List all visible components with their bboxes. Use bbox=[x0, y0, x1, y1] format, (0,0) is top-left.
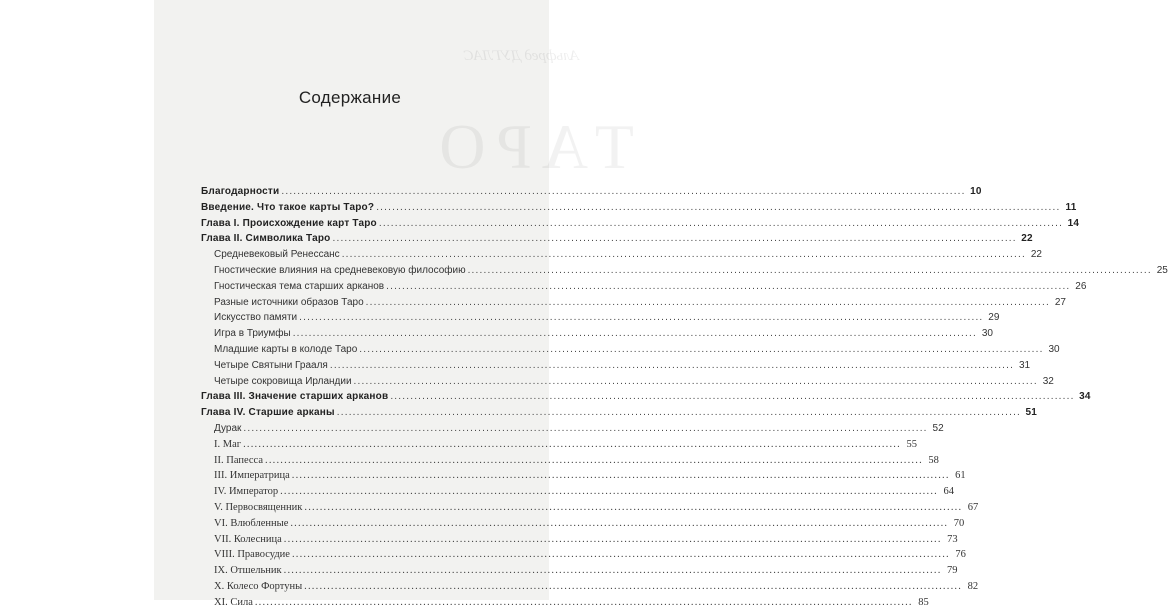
toc-chapter-entry bbox=[201, 391, 1091, 407]
toc-entry-title: Разные источники образов Таро bbox=[214, 296, 364, 308]
page-title: Содержание bbox=[298, 88, 402, 107]
show-through-title: ТАРО bbox=[429, 111, 634, 182]
toc-chapter-entry bbox=[201, 201, 1077, 218]
toc-section-entry bbox=[201, 249, 1042, 265]
toc-section-entry bbox=[201, 517, 965, 534]
toc-page-number: 82 bbox=[967, 580, 979, 592]
toc-entry-title: II. Папесса bbox=[214, 454, 263, 466]
toc-dot-leader bbox=[342, 249, 1026, 260]
toc-dot-leader bbox=[468, 265, 1152, 276]
toc-section-entry bbox=[201, 486, 954, 502]
toc-section-entry bbox=[201, 470, 966, 486]
toc-page-number: 29 bbox=[988, 312, 1000, 324]
toc-page-number: 22 bbox=[1030, 249, 1042, 261]
toc-section-entry bbox=[201, 312, 1000, 328]
toc-entry-title: Глава III. Значение старших арканов bbox=[201, 391, 389, 403]
toc-dot-leader bbox=[299, 312, 983, 323]
toc-page-number: 67 bbox=[967, 501, 979, 513]
toc-section-entry bbox=[201, 501, 979, 518]
toc-dot-leader bbox=[354, 376, 1038, 387]
table-of-contents bbox=[201, 186, 1168, 613]
toc-section-entry bbox=[201, 438, 917, 455]
toc-dot-leader bbox=[337, 407, 1021, 418]
toc-entry-title: Игра в Триумфы bbox=[214, 328, 291, 340]
toc-page-number: 52 bbox=[932, 422, 944, 434]
toc-dot-leader bbox=[293, 328, 977, 339]
toc-page-number: 64 bbox=[943, 486, 954, 498]
toc-page-number: 11 bbox=[1065, 201, 1077, 213]
toc-page-number: 61 bbox=[955, 470, 966, 482]
toc-section-entry bbox=[201, 359, 1031, 376]
toc-section-entry bbox=[201, 375, 1054, 392]
toc-section-entry bbox=[201, 264, 1168, 281]
toc-section-entry bbox=[201, 422, 944, 439]
toc-entry-title: VIII. Правосудие bbox=[214, 549, 290, 561]
toc-entry-title: Гностические влияния на средневековую философию bbox=[214, 264, 466, 276]
toc-dot-leader bbox=[390, 391, 1074, 402]
toc-chapter-entry bbox=[201, 233, 1033, 249]
toc-entry-title: Благодарности bbox=[201, 186, 280, 197]
toc-section-entry bbox=[201, 280, 1087, 297]
toc-page-number: 26 bbox=[1075, 280, 1087, 292]
toc-section-entry bbox=[201, 596, 929, 613]
toc-dot-leader bbox=[284, 565, 942, 576]
toc-entry-title: IX. Отшельник bbox=[214, 565, 282, 577]
toc-page-number: 30 bbox=[1048, 343, 1060, 355]
toc-dot-leader bbox=[376, 202, 1060, 213]
toc-dot-leader bbox=[243, 439, 901, 450]
toc-page-number: 55 bbox=[906, 438, 917, 450]
toc-entry-title: I. Маг bbox=[214, 438, 242, 450]
toc-dot-leader bbox=[330, 360, 1014, 371]
toc-chapter-entry bbox=[201, 407, 1038, 423]
toc-page-number: 22 bbox=[1021, 233, 1033, 245]
toc-dot-leader bbox=[379, 218, 1063, 229]
toc-page-number: 76 bbox=[955, 549, 966, 561]
toc-entry-title: VI. Влюбленные bbox=[214, 517, 289, 529]
toc-dot-leader bbox=[359, 344, 1043, 355]
toc-dot-leader bbox=[366, 297, 1050, 308]
toc-entry-title: Глава II. Символика Таро bbox=[201, 233, 331, 245]
toc-entry-title: Введение. Что такое карты Таро? bbox=[201, 201, 375, 213]
toc-entry-title: IV. Император bbox=[214, 486, 279, 498]
toc-dot-leader bbox=[290, 518, 948, 529]
toc-page-number: 32 bbox=[1042, 375, 1054, 387]
toc-page-number: 51 bbox=[1025, 407, 1038, 419]
toc-dot-leader bbox=[281, 186, 965, 197]
toc-dot-leader bbox=[243, 423, 927, 434]
toc-section-entry bbox=[201, 343, 1060, 360]
toc-dot-leader bbox=[255, 597, 913, 608]
toc-section-entry bbox=[201, 328, 993, 344]
toc-section-entry bbox=[201, 565, 958, 581]
toc-page-number: 85 bbox=[918, 596, 929, 608]
toc-dot-leader bbox=[304, 581, 962, 592]
toc-dot-leader bbox=[284, 534, 942, 545]
toc-entry-title: Средневековый Ренессанс bbox=[214, 249, 340, 261]
toc-entry-title: X. Колесо Фортуны bbox=[214, 580, 303, 592]
toc-dot-leader bbox=[292, 470, 950, 481]
toc-entry-title: Четыре сокровища Ирландии bbox=[214, 375, 352, 387]
toc-page-number: 25 bbox=[1156, 264, 1168, 276]
toc-page-number: 31 bbox=[1019, 359, 1031, 371]
toc-entry-title: Глава I. Происхождение карт Таро bbox=[201, 217, 377, 229]
toc-dot-leader bbox=[280, 486, 938, 497]
toc-dot-leader bbox=[332, 233, 1016, 244]
toc-section-entry bbox=[201, 580, 979, 597]
toc-section-entry bbox=[201, 549, 966, 565]
show-through-author: Альфред ДУГЛАС bbox=[463, 48, 579, 64]
toc-section-entry bbox=[201, 533, 958, 550]
toc-entry-title: Гностическая тема старших арканов bbox=[214, 280, 385, 292]
toc-entry-title: Искусство памяти bbox=[214, 312, 298, 324]
toc-page-number: 73 bbox=[947, 533, 958, 545]
toc-dot-leader bbox=[292, 549, 950, 560]
toc-chapter-entry bbox=[201, 186, 982, 202]
toc-section-entry bbox=[201, 454, 939, 471]
toc-entry-title: III. Императрица bbox=[214, 470, 290, 482]
toc-dot-leader bbox=[386, 281, 1070, 292]
toc-page-number: 79 bbox=[947, 565, 958, 577]
toc-entry-title: V. Первосвященник bbox=[214, 501, 303, 513]
toc-page-number: 30 bbox=[981, 328, 993, 340]
toc-entry-title: Младшие карты в колоде Таро bbox=[214, 343, 358, 355]
toc-entry-title: XI. Сила bbox=[214, 596, 253, 608]
toc-entry-title: Глава IV. Старшие арканы bbox=[201, 407, 335, 419]
toc-dot-leader bbox=[304, 502, 962, 513]
toc-chapter-entry bbox=[201, 217, 1080, 234]
toc-page-number: 27 bbox=[1054, 296, 1066, 308]
toc-entry-title: Дурак bbox=[214, 422, 242, 434]
toc-dot-leader bbox=[265, 455, 923, 466]
toc-page-number: 34 bbox=[1079, 391, 1091, 403]
toc-page-number: 10 bbox=[970, 186, 982, 197]
toc-section-entry bbox=[201, 296, 1066, 313]
toc-entry-title: Четыре Святыни Грааля bbox=[214, 359, 328, 371]
toc-page-number: 58 bbox=[928, 454, 939, 466]
toc-entry-title: VII. Колесница bbox=[214, 533, 282, 545]
toc-page-number: 14 bbox=[1067, 217, 1080, 229]
toc-page-number: 70 bbox=[953, 517, 965, 529]
